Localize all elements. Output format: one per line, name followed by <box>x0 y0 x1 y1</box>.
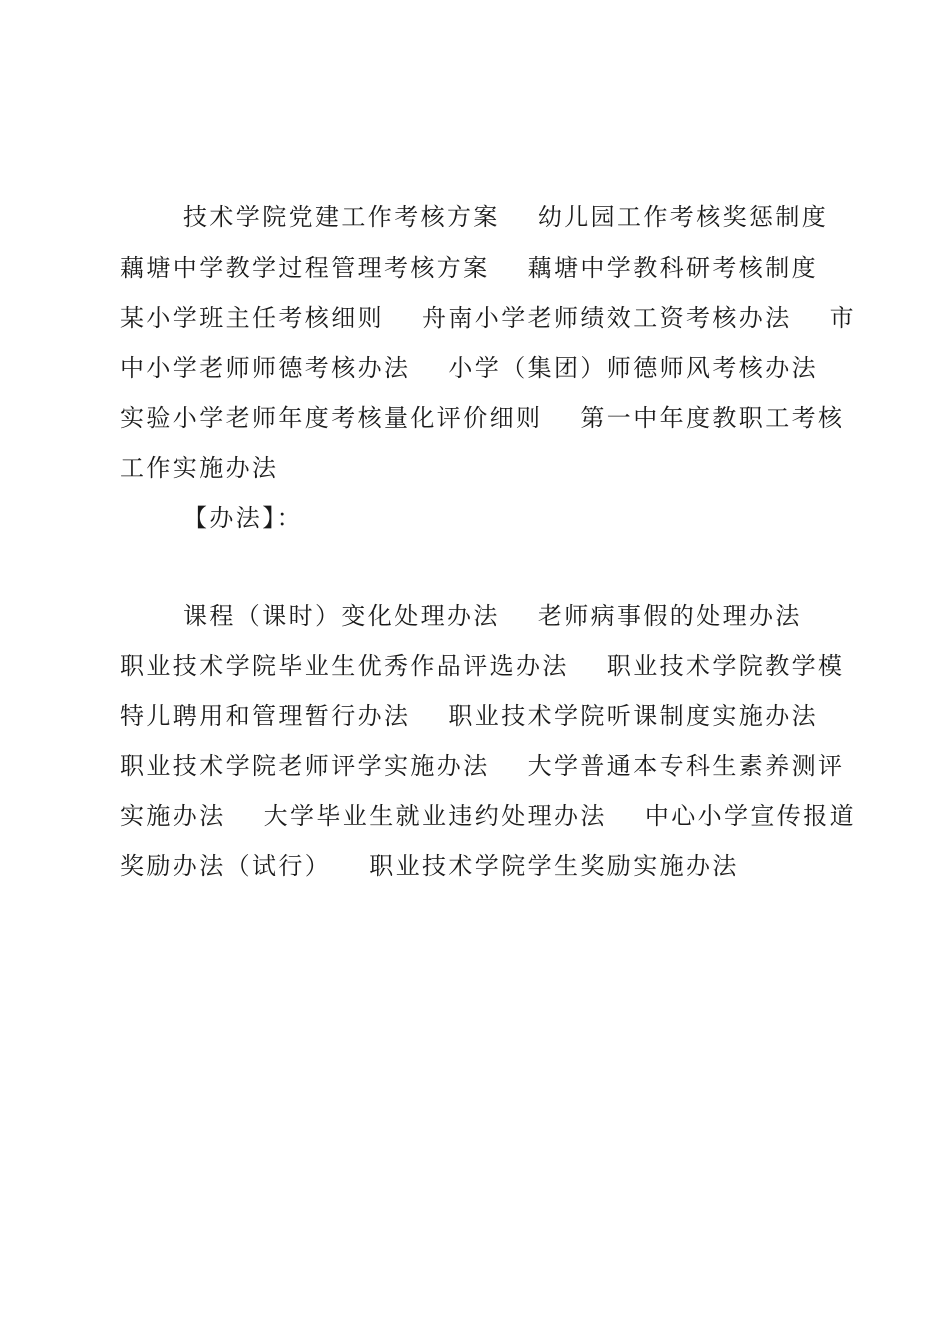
link-text: 藕塘中学教科研考核制度 <box>527 254 819 282</box>
text-line <box>120 403 844 433</box>
link-text: 某小学班主任考核细则 <box>120 304 384 332</box>
text-line <box>183 601 802 631</box>
section-heading: 【办法】： <box>183 504 303 532</box>
text-line <box>120 651 844 681</box>
link-text: 职业技术学院毕业生优秀作品评选办法 <box>120 652 569 680</box>
link-text: 中小学老师师德考核办法 <box>120 354 411 382</box>
link-text: 职业技术学院听课制度实施办法 <box>448 702 819 730</box>
text-line <box>120 453 278 483</box>
link-text: 老师病事假的处理办法 <box>537 602 802 630</box>
text-line <box>120 851 739 881</box>
text-line <box>120 253 818 283</box>
link-text: 特儿聘用和管理暂行办法 <box>120 702 411 730</box>
link-text: 职业技术学院老师评学实施办法 <box>120 752 490 780</box>
link-text: 大学毕业生就业违约处理办法 <box>263 802 607 830</box>
link-text: 舟南小学老师绩效工资考核办法 <box>422 304 792 332</box>
link-text: 第一中年度教职工考核 <box>580 404 845 432</box>
text-line <box>120 751 844 781</box>
link-text: 市 <box>829 304 857 332</box>
link-text: 藕塘中学教学过程管理考核方案 <box>120 254 490 282</box>
link-text: 工作实施办法 <box>120 454 279 482</box>
text-line <box>183 202 828 232</box>
text-line <box>120 353 818 383</box>
link-text: 职业技术学院教学模 <box>606 652 845 680</box>
text-line <box>120 701 818 731</box>
link-text: 职业技术学院学生奖励实施办法 <box>369 852 739 880</box>
link-text: 实施办法 <box>120 802 226 830</box>
link-text: 技术学院党建工作考核方案 <box>183 203 500 231</box>
link-text: 奖励办法（试行） <box>120 852 332 880</box>
link-text: 大学普通本专科生素养测评 <box>527 752 845 780</box>
text-line <box>120 801 856 831</box>
text-line <box>120 303 856 333</box>
link-text: 中心小学宣传报道 <box>644 802 857 830</box>
link-text: 幼儿园工作考核奖惩制度 <box>537 203 829 231</box>
link-text: 小学（集团）师德师风考核办法 <box>448 354 819 382</box>
link-text: 课程（课时）变化处理办法 <box>183 602 500 630</box>
link-text: 实验小学老师年度考核量化评价细则 <box>120 404 543 432</box>
